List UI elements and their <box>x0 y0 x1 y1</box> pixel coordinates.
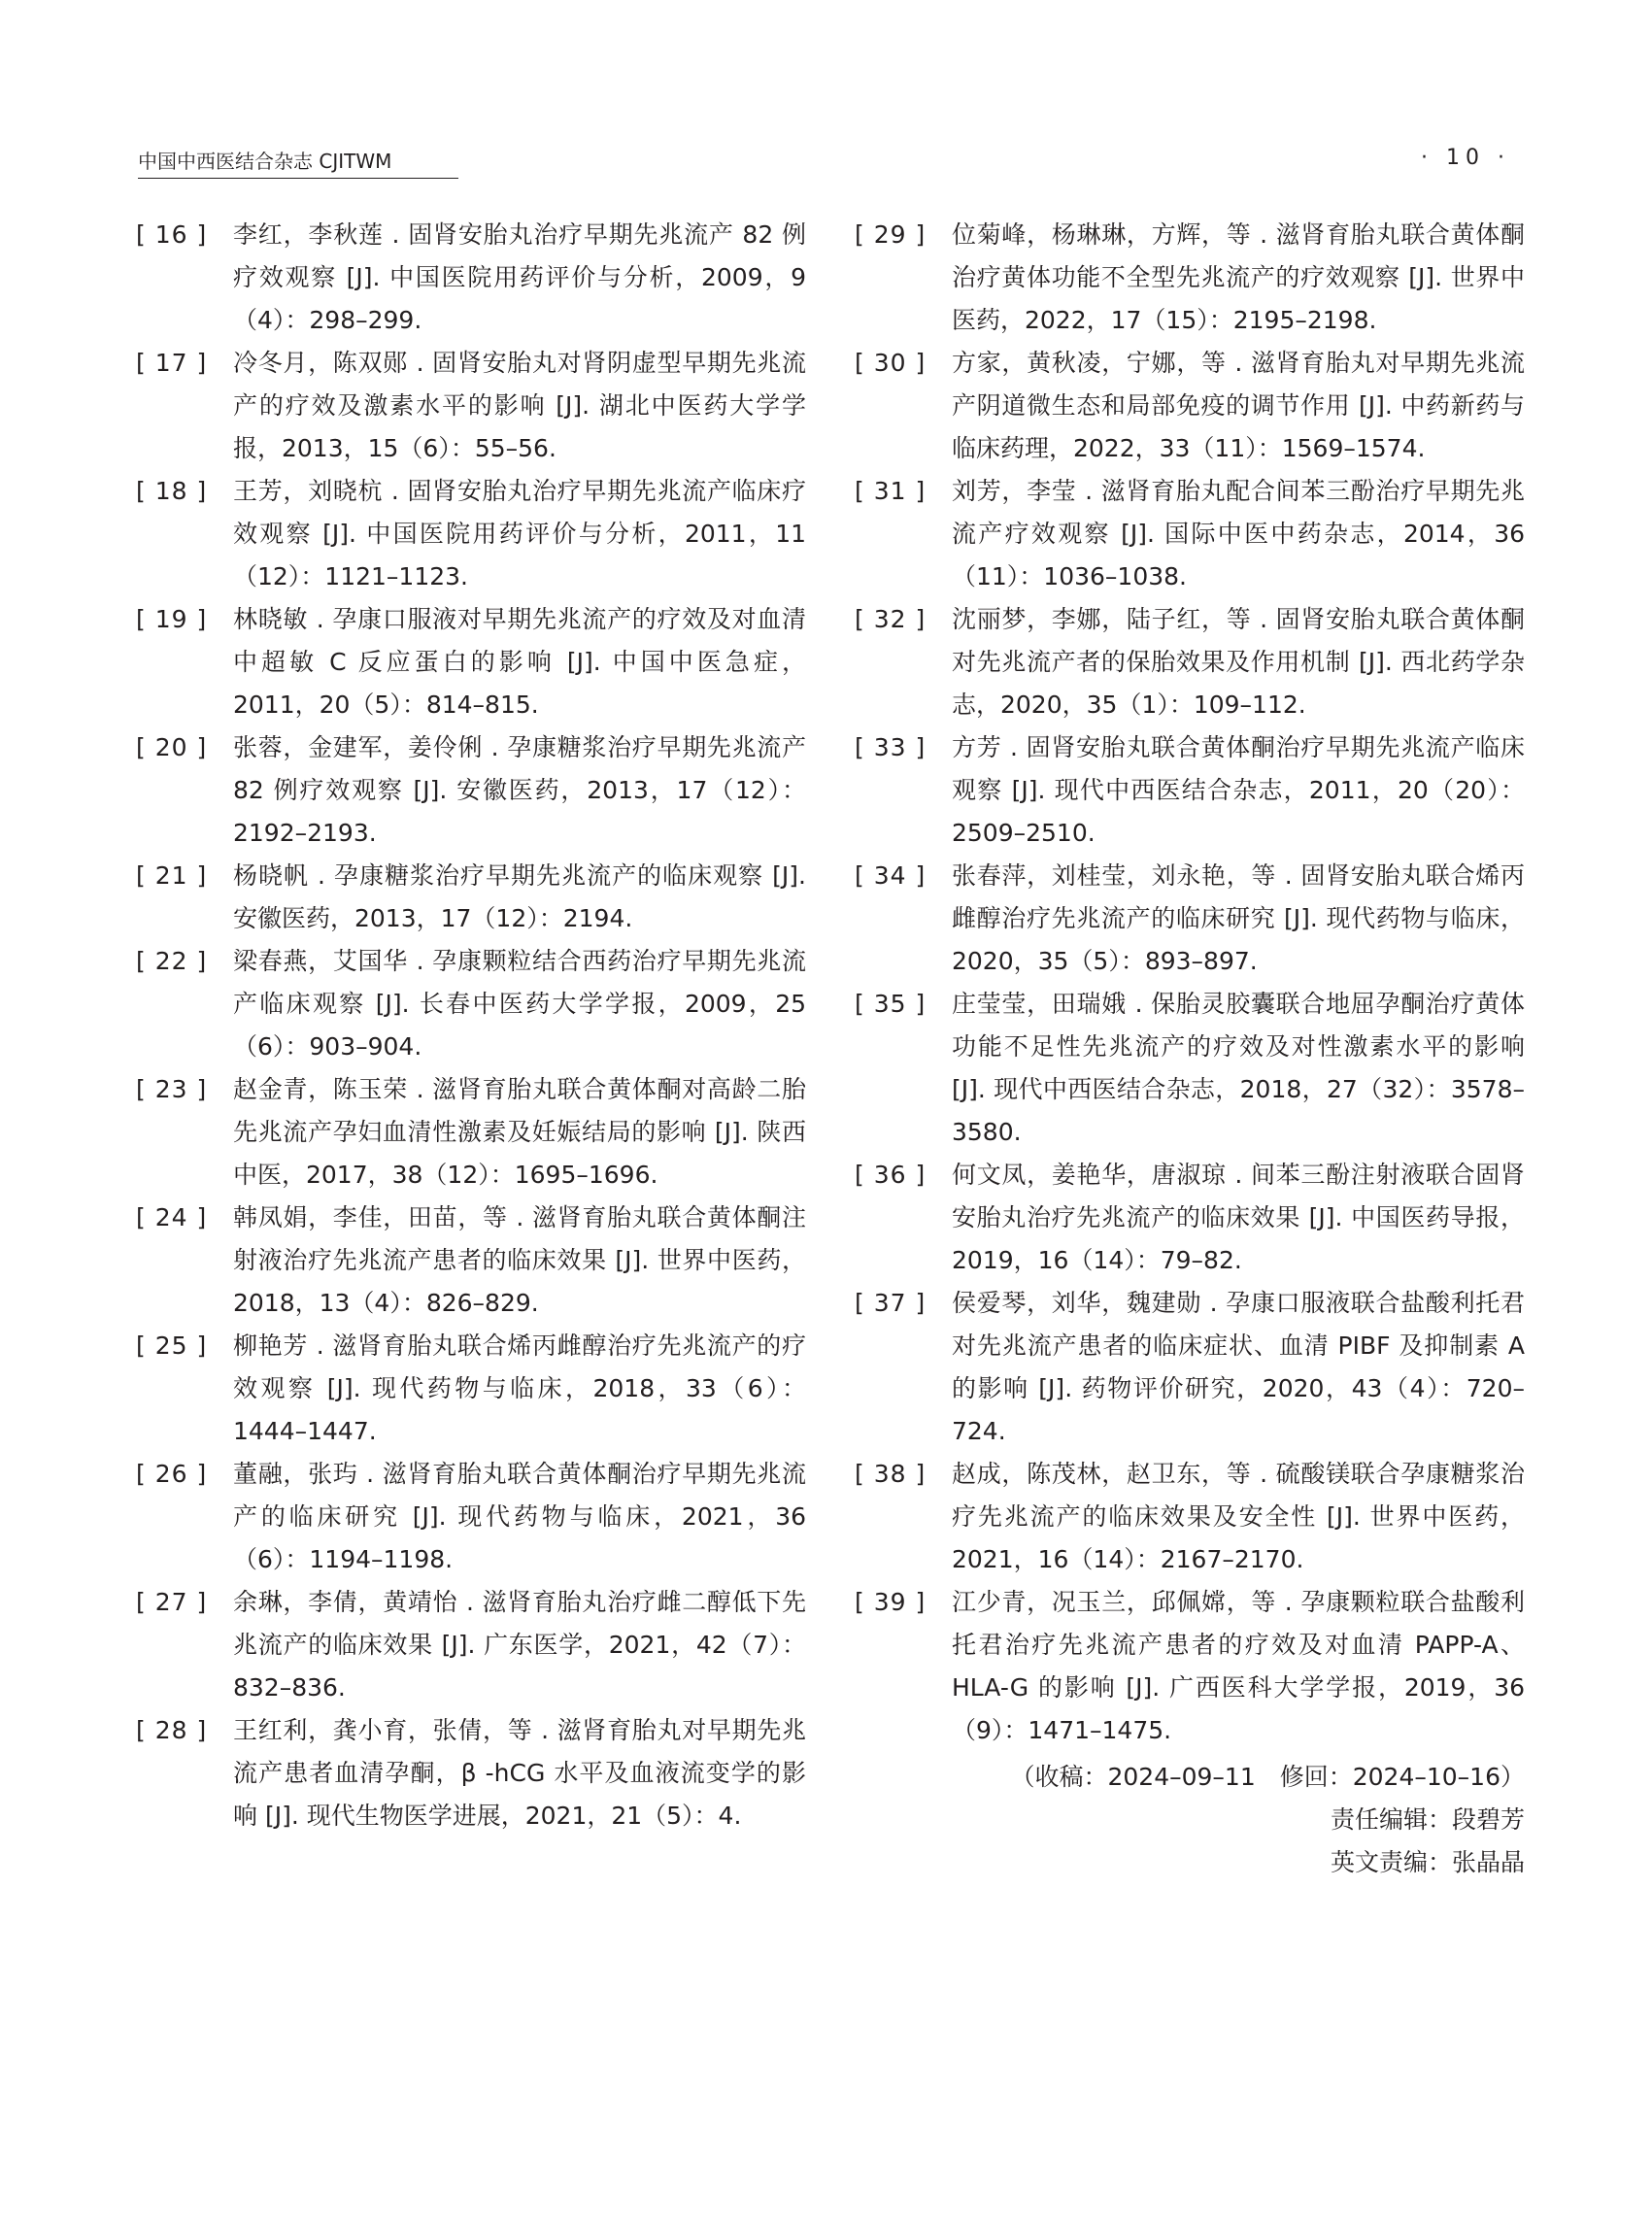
reference-text: 赵金青，陈玉荣 . 滋肾育胎丸联合黄体酮对高龄二胎先兆流产孕妇血清性激素及妊娠结局的影响 [J]. 陕西中医，2017，38（12）：1695–1696. <box>233 1075 806 1189</box>
reference-item <box>855 1282 1525 1453</box>
reference-number: [ 18 ] <box>136 477 208 505</box>
reference-text: 杨晓帆 . 孕康糖浆治疗早期先兆流产的临床观察 [J]. 安徽医药，2013，17（12）：2194. <box>233 861 806 932</box>
reference-item <box>136 598 806 726</box>
reference-number: [ 27 ] <box>136 1588 208 1616</box>
reference-number: [ 36 ] <box>855 1161 927 1189</box>
reference-item <box>855 1154 1525 1282</box>
references-left-column <box>136 214 806 1837</box>
reference-item <box>855 1581 1525 1752</box>
reference-item <box>855 855 1525 983</box>
reference-text: 韩凤娟，李佳，田苗，等 . 滋肾育胎丸联合黄体酮注射液治疗先兆流产患者的临床效果 [J]. 世界中医药，2018，13（4）：826–829. <box>233 1203 806 1317</box>
reference-text: 梁春燕，艾国华 . 孕康颗粒结合西药治疗早期先兆流产临床观察 [J]. 长春中医药大学学报，2009，25（6）：903–904. <box>233 947 806 1061</box>
received-revised-dates: （收稿：2024–09–11 修回：2024–10–16） <box>1010 1763 1525 1791</box>
reference-text: 冷冬月，陈双郧 . 固肾安胎丸对肾阴虚型早期先兆流产的疗效及激素水平的影响 [J]. 湖北中医药大学学报，2013，15（6）：55–56. <box>233 349 806 462</box>
reference-item <box>855 598 1525 726</box>
reference-text: 方家，黄秋凌，宁娜，等 . 滋肾育胎丸对早期先兆流产阴道微生态和局部免疫的调节作用 [J]. 中药新药与临床药理，2022，33（11）：1569–1574. <box>952 349 1525 462</box>
reference-item <box>136 1068 806 1197</box>
reference-item <box>136 940 806 1068</box>
reference-number: [ 33 ] <box>855 733 927 761</box>
reference-number: [ 20 ] <box>136 733 208 761</box>
reference-number: [ 31 ] <box>855 477 927 505</box>
reference-text: 江少青，况玉兰，邱佩嫦，等 . 孕康颗粒联合盐酸利托君治疗先兆流产患者的疗效及对血清 PAPP-A、HLA-G 的影响 [J]. 广西医科大学学报，2019，36（9）：1471–1475. <box>952 1588 1525 1744</box>
reference-text: 董融，张玙 . 滋肾育胎丸联合黄体酮治疗早期先兆流产的临床研究 [J]. 现代药物与临床，2021，36（6）：1194–1198. <box>233 1460 806 1573</box>
reference-number: [ 26 ] <box>136 1460 208 1488</box>
journal-header: 中国中西医结合杂志 CJITWM <box>138 150 392 173</box>
reference-text: 何文凤，姜艳华，唐淑琼 . 间苯三酚注射液联合固肾安胎丸治疗先兆流产的临床效果 [J]. 中国医药导报，2019，16（14）：79–82. <box>952 1161 1525 1274</box>
reference-item <box>855 214 1525 342</box>
reference-number: [ 38 ] <box>855 1460 927 1488</box>
reference-text: 侯爱琴，刘华，魏建勋 . 孕康口服液联合盐酸利托君对先兆流产患者的临床症状、血清 PIBF 及抑制素 A 的影响 [J]. 药物评价研究，2020，43（4）：720–724. <box>952 1289 1525 1445</box>
reference-item <box>855 342 1525 470</box>
english-editor: 英文责编：张晶晶 <box>1330 1848 1525 1876</box>
reference-item <box>136 1581 806 1709</box>
reference-number: [ 35 ] <box>855 990 927 1018</box>
reference-number: [ 22 ] <box>136 947 208 975</box>
reference-number: [ 37 ] <box>855 1289 927 1317</box>
reference-text: 张春萍，刘桂莹，刘永艳，等 . 固肾安胎丸联合烯丙雌醇治疗先兆流产的临床研究 [J]. 现代药物与临床，2020，35（5）：893–897. <box>952 861 1525 975</box>
header-rule <box>138 178 458 179</box>
reference-text: 王红利，龚小育，张倩，等 . 滋肾育胎丸对早期先兆流产患者血清孕酮，β -hCG 水平及血液流变学的影响 [J]. 现代生物医学进展，2021，21（5）：4. <box>233 1716 806 1830</box>
reference-item <box>136 1197 806 1325</box>
reference-text: 位菊峰，杨琳琳，方辉，等 . 滋肾育胎丸联合黄体酮治疗黄体功能不全型先兆流产的疗效观察 [J]. 世界中医药，2022，17（15）：2195–2198. <box>952 220 1525 334</box>
reference-item <box>136 1453 806 1581</box>
reference-item <box>855 1453 1525 1581</box>
reference-item <box>136 726 806 855</box>
reference-number: [ 30 ] <box>855 349 927 377</box>
reference-text: 李红，李秋莲 . 固肾安胎丸治疗早期先兆流产 82 例疗效观察 [J]. 中国医院用药评价与分析，2009，9（4）：298–299. <box>233 220 806 334</box>
reference-number: [ 24 ] <box>136 1203 208 1231</box>
reference-number: [ 28 ] <box>136 1716 208 1744</box>
reference-item <box>136 214 806 342</box>
reference-item <box>136 855 806 940</box>
references-right-column <box>855 214 1525 1884</box>
page-number: · 10 · <box>1421 146 1510 170</box>
reference-item <box>136 1709 806 1837</box>
reference-item <box>136 470 806 598</box>
reference-text: 张蓉，金建军，姜伶俐 . 孕康糖浆治疗早期先兆流产 82 例疗效观察 [J]. 安徽医药，2013，17（12）：2192–2193. <box>233 733 806 847</box>
reference-item <box>136 342 806 470</box>
reference-text: 王芳，刘晓杭 . 固肾安胎丸治疗早期先兆流产临床疗效观察 [J]. 中国医院用药评价与分析，2011，11（12）：1121–1123. <box>233 477 806 590</box>
reference-number: [ 29 ] <box>855 220 927 249</box>
reference-item <box>855 983 1525 1154</box>
reference-number: [ 34 ] <box>855 861 927 890</box>
reference-text: 柳艳芳 . 滋肾育胎丸联合烯丙雌醇治疗先兆流产的疗效观察 [J]. 现代药物与临床，2018，33（6）：1444–1447. <box>233 1332 806 1445</box>
reference-number: [ 32 ] <box>855 605 927 633</box>
reference-item <box>855 726 1525 855</box>
reference-text: 余琳，李倩，黄靖怡 . 滋肾育胎丸治疗雌二醇低下先兆流产的临床效果 [J]. 广东医学，2021，42（7）：832–836. <box>233 1588 806 1702</box>
reference-number: [ 25 ] <box>136 1332 208 1360</box>
reference-number: [ 17 ] <box>136 349 208 377</box>
responsible-editor: 责任编辑：段碧芳 <box>1330 1805 1525 1834</box>
reference-text: 刘芳，李莹 . 滋肾育胎丸配合间苯三酚治疗早期先兆流产疗效观察 [J]. 国际中医中药杂志，2014，36（11）：1036–1038. <box>952 477 1525 590</box>
reference-number: [ 19 ] <box>136 605 208 633</box>
reference-text: 林晓敏 . 孕康口服液对早期先兆流产的疗效及对血清中超敏 C 反应蛋白的影响 [J]. 中国中医急症，2011，20（5）：814–815. <box>233 605 806 719</box>
reference-number: [ 23 ] <box>136 1075 208 1103</box>
reference-text: 赵成，陈茂林，赵卫东，等 . 硫酸镁联合孕康糖浆治疗先兆流产的临床效果及安全性 [J]. 世界中医药，2021，16（14）：2167–2170. <box>952 1460 1525 1573</box>
reference-item <box>855 470 1525 598</box>
reference-number: [ 16 ] <box>136 220 208 249</box>
reference-text: 方芳 . 固肾安胎丸联合黄体酮治疗早期先兆流产临床观察 [J]. 现代中西医结合杂志，2011，20（20）：2509–2510. <box>952 733 1525 847</box>
reference-text: 庄莹莹，田瑞娥 . 保胎灵胶囊联合地屈孕酮治疗黄体功能不足性先兆流产的疗效及对性激素水平的影响 [J]. 现代中西医结合杂志，2018，27（32）：3578–3580. <box>952 990 1525 1146</box>
reference-item <box>136 1325 806 1453</box>
article-footnotes <box>855 1756 1525 1884</box>
reference-text: 沈丽梦，李娜，陆子红，等 . 固肾安胎丸联合黄体酮对先兆流产者的保胎效果及作用机制 [J]. 西北药学杂志，2020，35（1）：109–112. <box>952 605 1525 719</box>
reference-number: [ 21 ] <box>136 861 208 890</box>
reference-number: [ 39 ] <box>855 1588 927 1616</box>
